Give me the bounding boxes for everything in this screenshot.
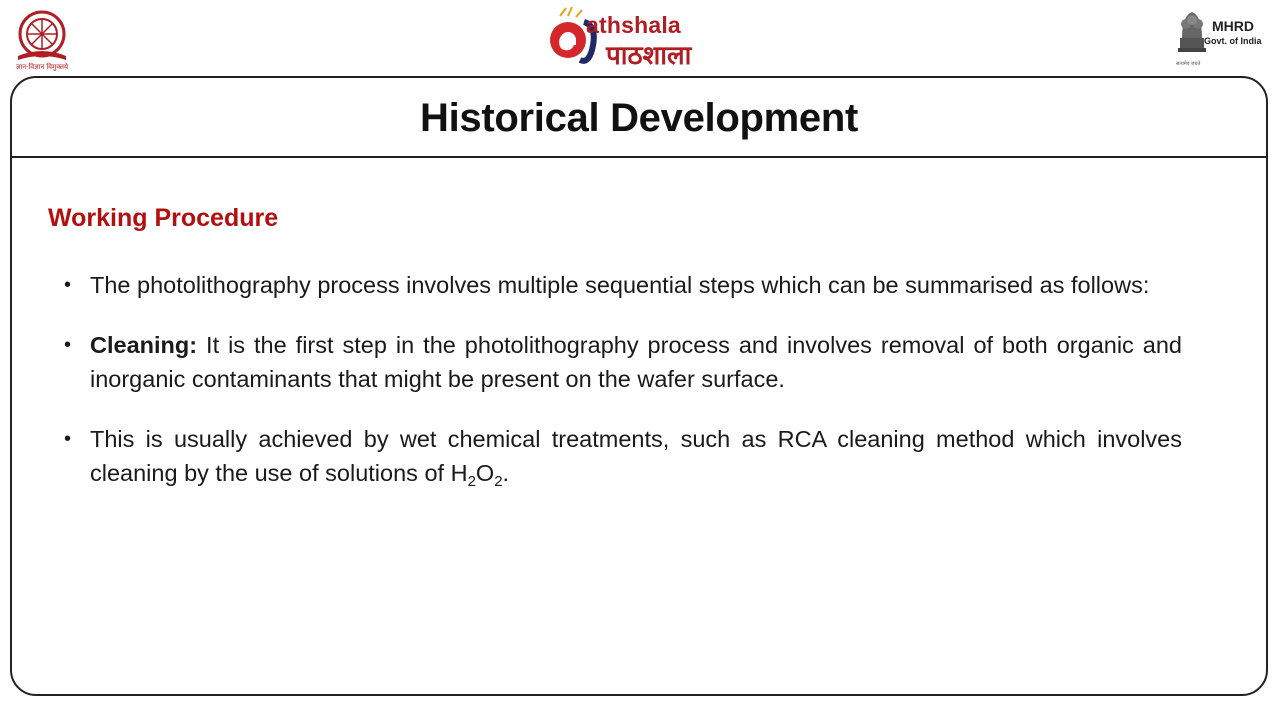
bullet-item [64, 268, 1182, 302]
bullet-item [64, 328, 1182, 396]
slide-title: Historical Development [420, 95, 858, 140]
title-bar [12, 78, 1266, 158]
epathshala-logo-text-hi: पाठशाला [606, 40, 692, 70]
bullet-dot-icon: • [64, 428, 72, 450]
bullet-dot-icon: • [64, 334, 72, 356]
bullet-item [64, 422, 1182, 490]
epathshala-logo [546, 6, 732, 68]
slide-frame [10, 76, 1268, 696]
mhrd-subtitle: Govt. of India [1204, 36, 1262, 46]
bullet-text: It is the first step in the photolithography process and involves removal of both organic and inorganic contaminants that might be present on the wafer surface. [90, 332, 1182, 392]
emblem-caption: सत्यमेव जयते [1176, 61, 1201, 67]
epathshala-logo-text-en: athshala [586, 12, 681, 38]
bullet-list [64, 268, 1182, 516]
bullet-text: The photolithography process involves multiple sequential steps which can be summarised as follows: [90, 272, 1150, 298]
bullet-text: This is usually achieved by wet chemical treatments, such as RCA cleaning method which involves cleaning by the use of solutions of [90, 426, 1182, 486]
epathshala-logo-letter: e [558, 24, 575, 57]
university-logo-caption: ज्ञान-विज्ञान विमुक्तये [15, 64, 69, 71]
mhrd-title: MHRD [1212, 18, 1254, 34]
bullet-dot-icon: • [64, 274, 72, 296]
mhrd-logo [1172, 8, 1272, 70]
national-emblem-icon [1174, 8, 1210, 60]
section-heading: Working Procedure [48, 204, 279, 232]
formula: $H_2O_2$. [450, 460, 510, 490]
bullet-lead: Cleaning: [90, 332, 198, 358]
